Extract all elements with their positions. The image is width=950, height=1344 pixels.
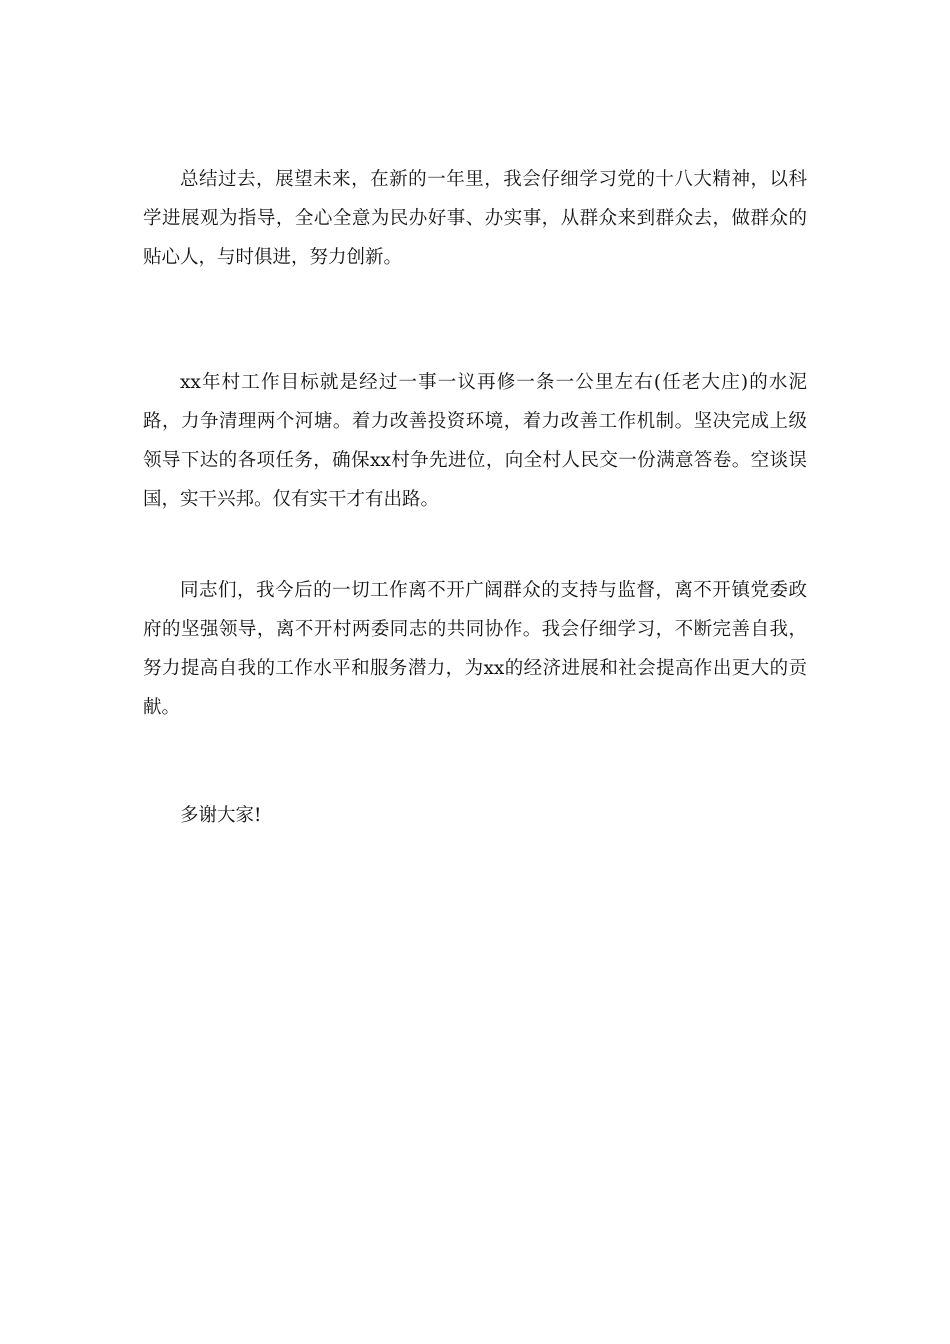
- paragraph-comrades: 同志们，我今后的一切工作离不开广阔群众的支持与监督，离不开镇党委政府的坚强领导，离不开村两委同志的共同协作。我会仔细学习，不断完善自我，努力提高自我的工作水平和服务潜力，为xx的经济进展和社会提高作出更大的贡献。: [143, 580, 807, 718]
- paragraph-summary: 总结过去，展望未来，在新的一年里，我会仔细学习党的十八大精神，以科学进展观为指导，全心全意为民办好事、办实事，从群众来到群众去，做群众的贴心人，与时俱进，努力创新。: [143, 169, 807, 268]
- paragraph-thanks: 多谢大家!: [180, 805, 262, 826]
- paragraph-village-goals: xx年村工作目标就是经过一事一议再修一条一公里左右(任老大庄)的水泥路，力争清理两个河塘。着力改善投资环境，着力改善工作机制。坚决完成上级领导下达的各项任务，确保xx村争先进位，向全村人民交一份满意答卷。空谈误国，实干兴邦。仅有实干才有出路。: [143, 372, 807, 510]
